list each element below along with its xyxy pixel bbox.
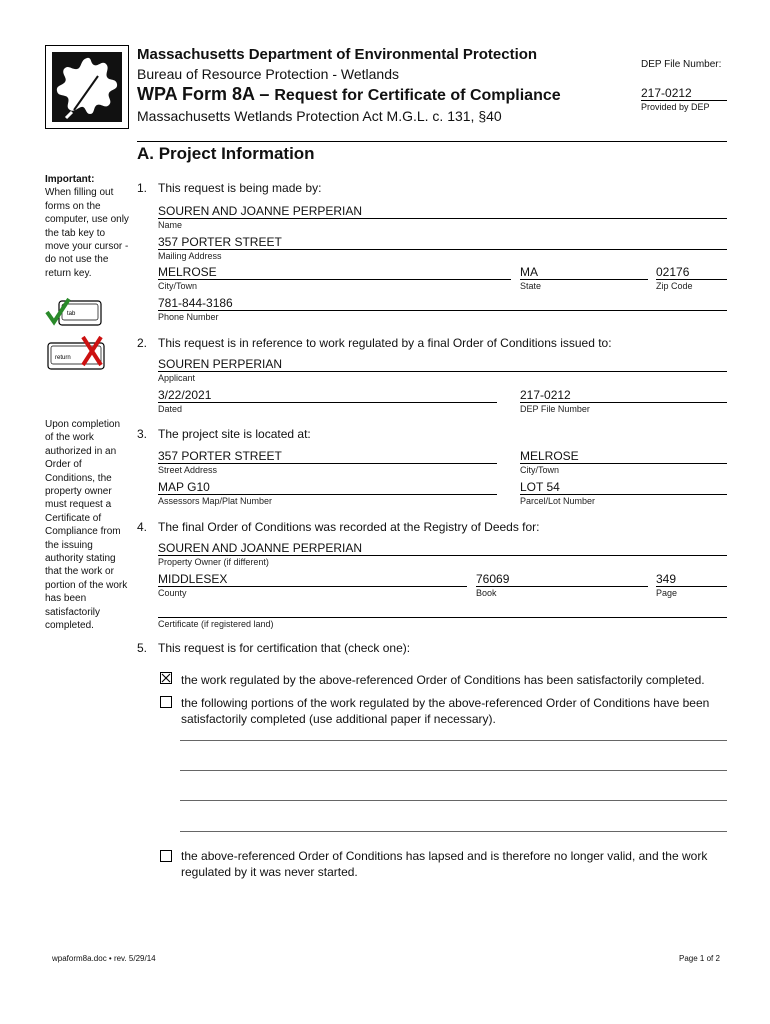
site-city-underline: [520, 463, 727, 464]
checkbox-lapsed[interactable]: [160, 850, 172, 862]
page-field[interactable]: 349: [656, 572, 677, 586]
dated-field[interactable]: 3/22/2021: [158, 388, 212, 402]
tab-key-illustration: [45, 297, 105, 329]
dep-file-number-field[interactable]: 217-0212: [641, 86, 692, 100]
county-field[interactable]: MIDDLESEX: [158, 572, 228, 586]
assessors-map-label: Assessors Map/Plat Number: [158, 496, 273, 506]
page-label: Page: [656, 588, 678, 598]
section-a-title: A. Project Information: [137, 144, 315, 163]
assessors-map-field[interactable]: MAP G10: [158, 480, 210, 494]
partial-work-line-1[interactable]: [180, 740, 727, 741]
upon-completion-note: Upon completion of the work authorized in an Order of Conditions, the property owner must request a Certificate of Compliance from the issuing authority stating that the work or portion of the work has been satisfactorily completed.: [45, 419, 128, 632]
state-label: State: [520, 281, 542, 291]
applicant-field[interactable]: SOUREN PERPERIAN: [158, 357, 283, 371]
q2-number: 2.: [137, 336, 148, 350]
q2-dep-file-underline: [520, 402, 727, 403]
form-title-main: WPA Form 8A –: [137, 84, 275, 104]
footer-file-info: wpaform8a.doc • rev. 5/29/14: [52, 954, 156, 963]
mailing-address-label: Mailing Address: [158, 251, 222, 261]
checkbox-x-mark: [161, 673, 171, 683]
footer-page-number: Page 1 of 2: [679, 954, 720, 963]
zip-underline: [656, 279, 727, 280]
street-address-label: Street Address: [158, 465, 218, 475]
book-underline: [476, 586, 648, 587]
option-partial-label: the following portions of the work regulated by the above-referenced Order of Conditions have been satisfactorily completed (use additional paper if necessary).: [181, 696, 710, 726]
q2-dep-file-label: DEP File Number: [520, 404, 590, 414]
important-text: When filling out forms on the computer, use only the tab key to move your cursor - do not use the return key.: [45, 187, 129, 279]
property-owner-field[interactable]: SOUREN AND JOANNE PERPERIAN: [158, 541, 363, 555]
bureau-name: Bureau of Resource Protection - Wetlands: [137, 66, 399, 82]
book-label: Book: [476, 588, 497, 598]
q5-text: This request is for certification that (check one):: [158, 641, 411, 655]
oak-leaf-icon: [52, 52, 122, 122]
return-key-icon: [45, 333, 109, 373]
applicant-label: Applicant: [158, 373, 196, 383]
dep-file-underline: [641, 100, 727, 101]
q3-text: The project site is located at:: [158, 427, 311, 441]
street-address-underline: [158, 463, 497, 464]
zip-field[interactable]: 02176: [656, 265, 690, 279]
state-field[interactable]: MA: [520, 265, 538, 279]
partial-work-line-4[interactable]: [180, 831, 727, 832]
q2-text: This request is in reference to work regulated by a final Order of Conditions issued to:: [158, 336, 612, 350]
state-underline: [520, 279, 648, 280]
name-label: Name: [158, 220, 183, 230]
name-underline: [158, 218, 727, 219]
agency-name: Massachusetts Department of Environmental Protection: [137, 46, 538, 63]
q5-number: 5.: [137, 641, 148, 655]
partial-work-line-2[interactable]: [180, 770, 727, 771]
q3-number: 3.: [137, 427, 148, 441]
parcel-lot-underline: [520, 494, 727, 495]
section-divider: [137, 141, 727, 142]
provided-by-dep: Provided by DEP: [641, 102, 710, 112]
q4-number: 4.: [137, 520, 148, 534]
page-underline: [656, 586, 727, 587]
form-title-sub: Request for Certificate of Compliance: [274, 87, 561, 104]
city-field[interactable]: MELROSE: [158, 265, 217, 279]
property-owner-label: Property Owner (if different): [158, 557, 269, 567]
city-label: City/Town: [158, 281, 198, 291]
option-lapsed-label: the above-referenced Order of Conditions has lapsed and is therefore no longer valid, and the work regulated by it was never started.: [181, 849, 708, 879]
mailing-address-underline: [158, 249, 727, 250]
dep-file-number-label: DEP File Number:: [641, 59, 722, 70]
important-title: Important:: [45, 174, 95, 185]
book-field[interactable]: 76069: [476, 572, 510, 586]
street-address-field[interactable]: 357 PORTER STREET: [158, 449, 282, 463]
option-completed-label: the work regulated by the above-referenced Order of Conditions has been satisfactorily completed.: [181, 673, 705, 687]
certificate-underline: [158, 617, 727, 618]
phone-field[interactable]: 781-844-3186: [158, 296, 233, 310]
dated-label: Dated: [158, 404, 183, 414]
q1-text: This request is being made by:: [158, 181, 322, 195]
zip-label: Zip Code: [656, 281, 693, 291]
county-label: County: [158, 588, 187, 598]
city-underline: [158, 279, 511, 280]
tab-key-label: tab: [67, 311, 76, 317]
applicant-underline: [158, 371, 727, 372]
parcel-lot-label: Parcel/Lot Number: [520, 496, 596, 506]
phone-underline: [158, 310, 727, 311]
tab-key-icon: [45, 297, 105, 329]
q4-text: The final Order of Conditions was recorded at the Registry of Deeds for:: [158, 520, 540, 534]
q1-number: 1.: [137, 181, 148, 195]
dep-logo: [45, 45, 129, 129]
checkbox-partial[interactable]: [160, 696, 172, 708]
q2-dep-file-field[interactable]: 217-0212: [520, 388, 571, 402]
dated-underline: [158, 402, 497, 403]
return-key-label: return: [55, 355, 71, 361]
mailing-address-field[interactable]: 357 PORTER STREET: [158, 235, 282, 249]
checkbox-completed[interactable]: [160, 672, 172, 684]
site-city-field[interactable]: MELROSE: [520, 449, 579, 463]
phone-label: Phone Number: [158, 312, 219, 322]
certificate-label: Certificate (if registered land): [158, 619, 274, 629]
county-underline: [158, 586, 467, 587]
site-city-label: City/Town: [520, 465, 560, 475]
property-owner-underline: [158, 555, 727, 556]
partial-work-line-3[interactable]: [180, 800, 727, 801]
return-key-illustration: [45, 333, 109, 373]
important-note: [45, 173, 129, 280]
form-title: [137, 84, 561, 105]
assessors-map-underline: [158, 494, 497, 495]
name-field[interactable]: SOUREN AND JOANNE PERPERIAN: [158, 204, 363, 218]
act-citation: Massachusetts Wetlands Protection Act M.G.L. c. 131, §40: [137, 108, 502, 124]
parcel-lot-field[interactable]: LOT 54: [520, 480, 560, 494]
